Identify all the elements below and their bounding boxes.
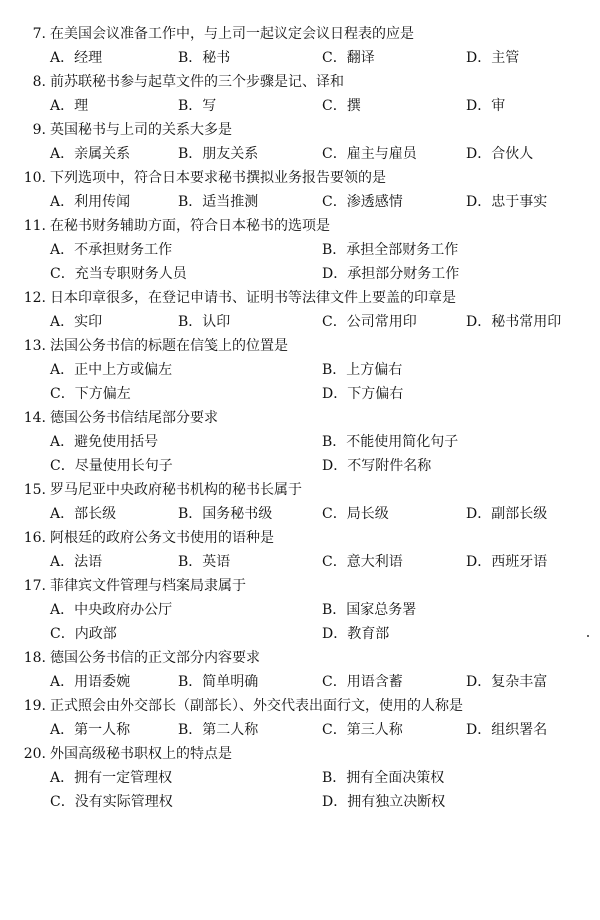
- answer-option: D．西班牙语: [466, 554, 548, 570]
- question-stem: [0, 574, 600, 598]
- question-block: [0, 334, 600, 406]
- options-row: [0, 142, 600, 166]
- answer-option: B．写: [178, 98, 217, 114]
- question-number: 7.: [32, 26, 46, 42]
- question-text: 罗马尼亚中央政府秘书机构的秘书长属于: [50, 482, 302, 498]
- options-row: [0, 766, 600, 790]
- answer-option: B．朋友关系: [178, 146, 259, 162]
- question-text: 在秘书财务辅助方面，符合日本秘书的选项是: [50, 218, 330, 234]
- answer-option: A．中央政府办公厅: [50, 602, 173, 618]
- question-text: 英国秘书与上司的关系大多是: [50, 122, 232, 138]
- question-block: [0, 574, 600, 646]
- question-block: [0, 694, 600, 742]
- question-stem: [0, 526, 600, 550]
- question-stem: [0, 646, 600, 670]
- question-block: [0, 526, 600, 574]
- question-text: 正式照会由外交部长（副部长）、外交代表出面行文，使用的人称是: [50, 698, 463, 714]
- question-block: [0, 742, 600, 814]
- answer-option: A．利用传闻: [50, 194, 131, 210]
- question-block: [0, 286, 600, 334]
- options-row: [0, 550, 600, 574]
- options-row: [0, 670, 600, 694]
- question-number: 13.: [23, 338, 46, 354]
- answer-option: D．不写附件名称: [322, 458, 432, 474]
- answer-option: B．适当推测: [178, 194, 259, 210]
- question-number: 14.: [23, 410, 46, 426]
- answer-option: A．实印: [50, 314, 103, 330]
- answer-option: B．上方偏右: [322, 362, 403, 378]
- answer-option: A．经理: [50, 50, 103, 66]
- answer-option: A．避免使用括号: [50, 434, 159, 450]
- question-number: 19.: [23, 698, 46, 714]
- answer-option: D．忠于事实: [466, 194, 548, 210]
- answer-option: B．承担全部财务工作: [322, 242, 459, 258]
- answer-option: C．翻译: [322, 50, 375, 66]
- answer-option: D．拥有独立决断权: [322, 794, 446, 810]
- answer-option: D．副部长级: [466, 506, 548, 522]
- question-text: 在美国会议准备工作中，与上司一起议定会议日程表的应是: [50, 26, 414, 42]
- question-stem: [0, 742, 600, 766]
- answer-option: A．用语委婉: [50, 674, 131, 690]
- question-text: 外国高级秘书职权上的特点是: [50, 746, 232, 762]
- question-number: 18.: [23, 650, 46, 666]
- answer-option: B．国家总务署: [322, 602, 417, 618]
- options-row: [0, 382, 600, 406]
- question-number: 10.: [23, 170, 46, 186]
- answer-option: D．承担部分财务工作: [322, 266, 460, 282]
- question-block: [0, 478, 600, 526]
- answer-option: A．第一人称: [50, 722, 131, 738]
- question-number: 17.: [23, 578, 46, 594]
- answer-option: B．不能使用简化句子: [322, 434, 459, 450]
- options-row: [0, 598, 600, 622]
- options-row: [0, 238, 600, 262]
- answer-option: C．撰: [322, 98, 361, 114]
- answer-option: D．教育部: [322, 626, 390, 642]
- question-stem: [0, 478, 600, 502]
- answer-option: C．用语含蓄: [322, 674, 403, 690]
- answer-option: C．局长级: [322, 506, 389, 522]
- question-stem: [0, 406, 600, 430]
- question-stem: [0, 694, 600, 718]
- question-text: 菲律宾文件管理与档案局隶属于: [50, 578, 246, 594]
- options-row: [0, 358, 600, 382]
- options-row: [0, 790, 600, 814]
- question-stem: [0, 214, 600, 238]
- answer-option: A．正中上方或偏左: [50, 362, 173, 378]
- question-block: [0, 406, 600, 478]
- question-stem: [0, 22, 600, 46]
- options-row: [0, 454, 600, 478]
- question-block: [0, 22, 600, 70]
- answer-option: D．秘书常用印: [466, 314, 562, 330]
- answer-option: D．下方偏右: [322, 386, 404, 402]
- answer-option: B．英语: [178, 554, 231, 570]
- answer-option: C．充当专职财务人员: [50, 266, 187, 282]
- question-block: [0, 166, 600, 214]
- answer-option: C．下方偏左: [50, 386, 131, 402]
- question-block: [0, 118, 600, 166]
- question-block: [0, 70, 600, 118]
- question-text: 德国公务书信结尾部分要求: [50, 410, 218, 426]
- answer-option: B．秘书: [178, 50, 231, 66]
- answer-option: A．拥有一定管理权: [50, 770, 173, 786]
- answer-option: A．不承担财务工作: [50, 242, 173, 258]
- question-stem: [0, 70, 600, 94]
- options-row: [0, 502, 600, 526]
- options-row: [0, 718, 600, 742]
- question-number: 11.: [23, 218, 46, 234]
- options-row: [0, 262, 600, 286]
- answer-option: A．部长级: [50, 506, 117, 522]
- answer-option: B．认印: [178, 314, 231, 330]
- answer-option: A．亲属关系: [50, 146, 131, 162]
- question-stem: [0, 166, 600, 190]
- answer-option: C．渗透感情: [322, 194, 403, 210]
- question-number: 9.: [32, 122, 46, 138]
- answer-option: D．复杂丰富: [466, 674, 548, 690]
- question-text: 下列选项中，符合日本要求秘书撰拟业务报告要领的是: [50, 170, 386, 186]
- question-stem: [0, 334, 600, 358]
- exam-page: [0, 22, 600, 814]
- answer-option: C．内政部: [50, 626, 117, 642]
- question-number: 15.: [23, 482, 46, 498]
- options-row: [0, 94, 600, 118]
- question-text: 德国公务书信的正文部分内容要求: [50, 650, 260, 666]
- question-text: 法国公务书信的标题在信笺上的位置是: [50, 338, 288, 354]
- options-row: [0, 46, 600, 70]
- answer-option: D．组织署名: [466, 722, 548, 738]
- answer-option: C．雇主与雇员: [322, 146, 417, 162]
- answer-option: B．国务秘书级: [178, 506, 273, 522]
- question-text: 前苏联秘书参与起草文件的三个步骤是记、译和: [50, 74, 344, 90]
- options-row: [0, 190, 600, 214]
- answer-option: B．拥有全面决策权: [322, 770, 445, 786]
- answer-option: A．法语: [50, 554, 103, 570]
- options-row: [0, 622, 600, 646]
- options-row: [0, 310, 600, 334]
- answer-option: C．第三人称: [322, 722, 403, 738]
- question-number: 12.: [23, 290, 46, 306]
- question-stem: [0, 286, 600, 310]
- answer-option: B．第二人称: [178, 722, 259, 738]
- options-row: [0, 430, 600, 454]
- question-number: 20.: [23, 746, 46, 762]
- answer-option: C．没有实际管理权: [50, 794, 173, 810]
- answer-option: D．合伙人: [466, 146, 534, 162]
- question-number: 16.: [23, 530, 46, 546]
- question-text: 日本印章很多，在登记申请书、证明书等法律文件上要盖的印章是: [50, 290, 456, 306]
- answer-option: C．尽量使用长句子: [50, 458, 173, 474]
- answer-option: D．审: [466, 98, 506, 114]
- answer-option: B．简单明确: [178, 674, 259, 690]
- question-block: [0, 214, 600, 286]
- question-text: 阿根廷的政府公务文书使用的语种是: [50, 530, 274, 546]
- answer-option: C．公司常用印: [322, 314, 417, 330]
- answer-option: C．意大利语: [322, 554, 403, 570]
- question-number: 8.: [32, 74, 46, 90]
- answer-option: D．主管: [466, 50, 520, 66]
- question-stem: [0, 118, 600, 142]
- stray-mark: [587, 635, 589, 637]
- question-block: [0, 646, 600, 694]
- answer-option: A．理: [50, 98, 89, 114]
